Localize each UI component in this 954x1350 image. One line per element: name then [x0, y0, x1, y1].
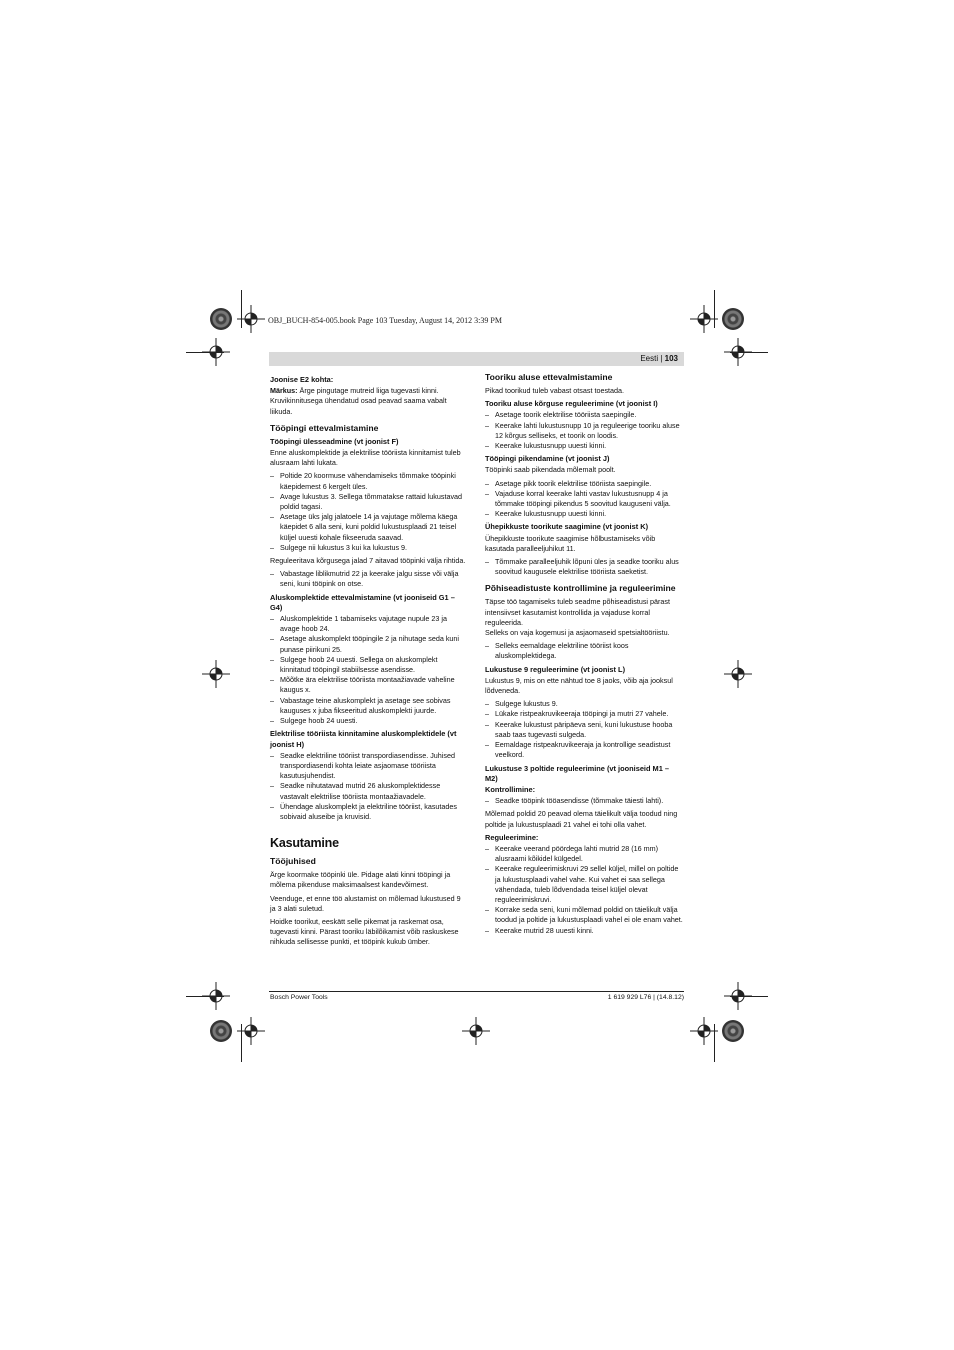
base-heading: Aluskomplektide ettevalmistamine (vt jooniseid G1 – G4)	[270, 592, 455, 612]
extend-heading: Tööpingi pikendamine (vt joonist J)	[485, 454, 610, 464]
adjust-label: Reguleerimine:	[485, 832, 539, 842]
page-header-bar	[269, 352, 684, 366]
footer-doc-number: 1 619 929 L76 | (14.8.12)	[607, 994, 684, 1001]
list-item: – Seadke tööpink tööasendisse (tõmmake täiesti lahti).	[485, 796, 683, 806]
setup-heading: Tööpingi ülesseadmine (vt joonist F)	[270, 436, 399, 446]
language-label: Eesti	[640, 354, 659, 363]
attach-heading: Elektrilise tööriista kinnitamine aluskomplektidele (vt joonist H)	[270, 729, 457, 749]
list-item: – Keerake lukustusnupp uuesti kinni.	[485, 509, 683, 519]
e2-heading: Joonise E2 kohta:	[270, 375, 334, 384]
work-notes-title: Tööjuhised	[270, 856, 316, 867]
list-item: – Ühendage aluskomplekt ja elektriline tööriist, kasutades sobivaid aluseibe ja kruvisid.	[270, 802, 468, 822]
lock9-list	[485, 699, 683, 760]
list-item: – Asetage toorik elektrilise tööriista saepingile.	[485, 410, 683, 420]
list-item: – Mõõtke ära elektrilise tööriista montaažiavade vaheline kaugus x.	[270, 675, 468, 695]
list-item: – Asetage üks jalg jalatoele 14 ja vajutage mõlema käega käepidet 6 alla seni, kuni poldid lukustusplaadi 21 teisel küljel uuesti kohale fikseeruda saavad.	[270, 512, 468, 543]
equal-list	[485, 557, 683, 577]
equal-heading: Ühepikkuste toorikute saagimine (vt joonist K)	[485, 522, 649, 532]
list-item: – Vabastage liblikmutrid 22 ja keerake jalgu sisse või välja seni, kuni tööpink on otse.	[270, 569, 468, 589]
workbench-prep-title: Tööpingi ettevalmistamine	[270, 422, 379, 433]
list-item: – Tõmmake paralleeljuhik lõpuni üles ja seadke tooriku alus soovitud kaugusele elektrilise tööriista saeketist.	[485, 557, 683, 577]
header-separator: |	[658, 354, 665, 363]
color-registration-icon	[722, 308, 744, 330]
attach-list	[270, 751, 468, 822]
list-item: – Korrake seda seni, kuni mõlemad poldid on täielikult välja toodud ja poltide ja lukustusplaadi vahel ei ole enam vahet.	[485, 905, 683, 925]
registration-target-icon	[724, 982, 752, 1010]
work-note: Hoidke toorikut, eeskätt selle pikemat ja raskemat osa, tugevasti kinni. Pärast tooriku läbilõikamist võib raskuskese nihkuda sellisesse punkti, et tööpink kukub ümber.	[270, 916, 459, 947]
right-column	[485, 372, 683, 939]
color-registration-icon	[210, 308, 232, 330]
height-text: Reguleeritava kõrgusega jalad 7 aitavad tööpinki välja rihtida.	[270, 556, 466, 566]
list-item: – Vabastage teine aluskomplekt ja asetage see sobivas kauguses x juba fikseeritud aluskomplekti juurde.	[270, 696, 468, 716]
extend-intro: Tööpinki saab pikendada mõlemalt poolt.	[485, 465, 616, 475]
equal-intro: Ühepikkuste toorikute saagimise hõlbustamiseks võib kasutada paralleeljuhikut 11.	[485, 533, 656, 553]
setup-list	[270, 471, 468, 553]
check-text-1: Täpse töö tagamiseks tuleb seadme põhiseadistusi pärast intensiivset kasutamist kontrollida ja vajaduse korral reguleerida.	[485, 597, 670, 627]
page-number: 103	[664, 354, 678, 363]
registration-target-icon	[462, 1017, 490, 1045]
note-label: Märkus:	[270, 386, 298, 396]
list-item: – Selleks eemaldage elektriline tööriist koos aluskomplektidega.	[485, 641, 683, 661]
list-item: – Asetage pikk toorik elektrilise tööriista saepingile.	[485, 479, 683, 489]
list-item: – Vajaduse korral keerake lahti vastav lukustusnupp 4 ja tõmmake tööpingi pikendus 5 soovitud kauguseni välja.	[485, 489, 683, 509]
list-item: – Avage lukustus 3. Sellega tõmmatakse rattaid lukustavad poldid tagasi.	[270, 492, 468, 512]
lock3-heading: Lukustuse 3 poltide reguleerimine (vt jooniseid M1 – M2)	[485, 763, 669, 783]
list-item: – Seadke elektriline tööriist transpordiasendisse. Juhised transpordiasendi kohta leiate asjaomase tööriista kasutusjuhendist.	[270, 751, 468, 782]
footer-publisher: Bosch Power Tools	[270, 994, 328, 1001]
control-list	[485, 796, 683, 806]
registration-target-icon	[690, 1017, 718, 1045]
setup-intro: Enne aluskomplektide ja elektrilise tööriista kinnitamist tuleb alusraam lahti lukata.	[270, 448, 461, 468]
support-intro: Pikad toorikud tuleb vabast otsast toestada.	[485, 386, 625, 395]
color-registration-icon	[722, 1020, 744, 1042]
list-item: – Asetage aluskomplekt tööpingile 2 ja nihutage seda kuni punase piirikuni 25.	[270, 634, 468, 654]
height-list	[270, 569, 468, 589]
list-item: – Aluskomplektide 1 tabamiseks vajutage nupule 23 ja avage hoob 24.	[270, 614, 468, 634]
lock9-intro: Lukustus 9, mis on ette nähtud toe 8 jaoks, võib aja jooksul lõdveneda.	[485, 675, 673, 696]
registration-target-icon	[202, 338, 230, 366]
list-item: – Sulgege hoob 24 uuesti.	[270, 716, 468, 726]
check-text-2: Selleks on vaja kogemusi ja asjaomaseid spetsialtööriistu.	[485, 628, 670, 638]
list-item: – Sulgege hoob 24 uuesti. Sellega on aluskomplekt kinnitatud tööpingil stabiilsesse asendisse.	[270, 655, 468, 675]
color-registration-icon	[210, 1020, 232, 1042]
list-item: – Keerake reguleerimiskruvi 29 sellel küljel, millel on poltide ja lukustusplaadi vahel vahe. Kui vahet ei saa sellega vähendada, tuleb lõdvendada teisel küljel olevat reguleerimiskruvi.	[485, 864, 683, 905]
note-text: Ärge pingutage mutreid liiga tugevasti kinni. Kruvikinnitusega ühendatud osad peavad saama vabalt liikuda.	[270, 386, 447, 416]
list-item: – Eemaldage ristpeakruvikeeraja ja kontrollige seadistust veelkord.	[485, 740, 683, 760]
list-item: – Keerake veerand pöördega lahti mutrid 28 (16 mm) alusraami kõikidel külgedel.	[485, 844, 683, 864]
page-header-language	[640, 352, 684, 366]
registration-target-icon	[724, 338, 752, 366]
height-adj-list	[485, 410, 683, 451]
print-header: OBJ_BUCH-854-005.book Page 103 Tuesday, August 14, 2012 3:39 PM	[268, 316, 502, 325]
lock9-heading: Lukustuse 9 reguleerimine (vt joonist L)	[485, 664, 626, 674]
registration-target-icon	[724, 660, 752, 688]
extend-list	[485, 479, 683, 520]
registration-target-icon	[202, 982, 230, 1010]
height-adj-heading: Tooriku aluse kõrguse reguleerimine (vt joonist I)	[485, 399, 658, 409]
base-list	[270, 614, 468, 726]
list-item: – Seadke nihutatavad mutrid 26 aluskomplektidesse vastavalt elektrilise tööriista montaažiavadele.	[270, 781, 468, 801]
list-item: – Lükake ristpeakruvikeeraja tööpingi ja mutri 27 vahele.	[485, 709, 683, 719]
support-title: Tooriku aluse ettevalmistamine	[485, 372, 613, 382]
work-note: Veenduge, et enne töö alustamist on mõlemad lukustused 9 ja 3 alati suletud.	[270, 893, 461, 913]
footer-rule	[269, 991, 684, 992]
registration-target-icon	[237, 1017, 265, 1045]
note-paragraph	[270, 386, 468, 417]
check-title: Põhiseadistuste kontrollimine ja reguleerimine	[485, 583, 676, 594]
registration-target-icon	[690, 305, 718, 333]
list-item: – Poltide 20 koormuse vähendamiseks tõmmake tööpinki käepidemest 6 kergelt üles.	[270, 471, 468, 491]
adjust-list	[485, 844, 683, 936]
check-list	[485, 641, 683, 661]
list-item: – Keerake lahti lukustusnupp 10 ja reguleerige tooriku aluse 12 kõrgus selliseks, et toorik on loodis.	[485, 421, 683, 441]
list-item: – Keerake mutrid 28 uuesti kinni.	[485, 926, 683, 936]
control-text: Mõlemad poldid 20 peavad olema täielikult välja toodud ning poltide ja lukustusplaadi 21 vahel ei tohi olla vahet.	[485, 809, 678, 829]
work-note: Ärge koormake tööpinki üle. Pidage alati kinni tööpingi ja mõlema pikenduse maksimaalsest kandevõimest.	[270, 870, 451, 890]
operation-title: Kasutamine	[270, 836, 339, 851]
list-item: – Sulgege nii lukustus 3 kui ka lukustus 9.	[270, 543, 468, 553]
list-item: – Sulgege lukustus 9.	[485, 699, 683, 709]
list-item: – Keerake lukustusnupp uuesti kinni.	[485, 441, 683, 451]
registration-target-icon	[237, 305, 265, 333]
registration-target-icon	[202, 660, 230, 688]
list-item: – Keerake lukustust päripäeva seni, kuni lukustuse hooba saab taas tugevasti sulgeda.	[485, 720, 683, 740]
left-column	[270, 372, 468, 951]
control-label: Kontrollimine:	[485, 784, 536, 794]
